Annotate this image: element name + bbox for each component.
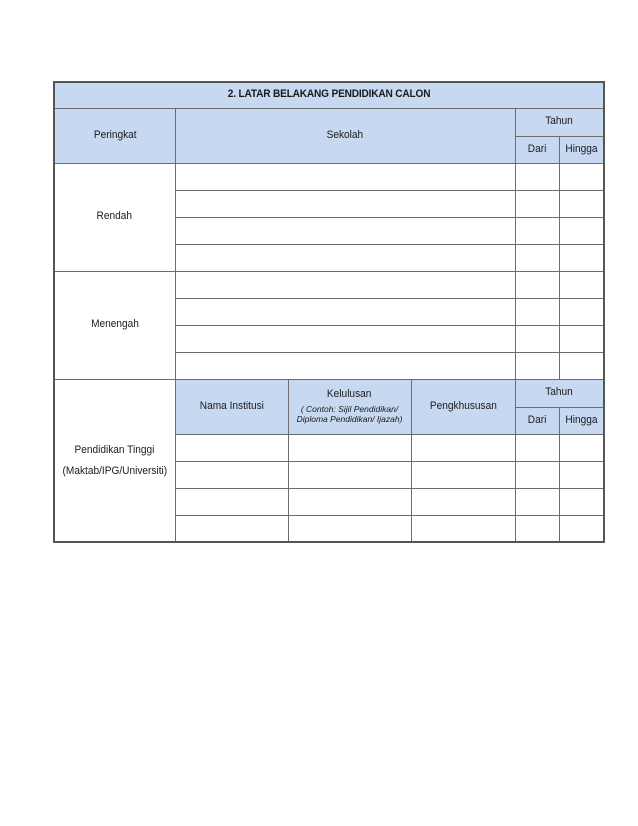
secondary-from-cell[interactable] bbox=[515, 325, 559, 352]
primary-to-cell[interactable] bbox=[559, 163, 604, 190]
section-title: 2. LATAR BELAKANG PENDIDIKAN CALON bbox=[54, 82, 604, 108]
tertiary-qualification-cell[interactable] bbox=[288, 461, 411, 488]
level-primary-label: Rendah bbox=[54, 163, 175, 271]
primary-from-cell[interactable] bbox=[515, 163, 559, 190]
header-school: Sekolah bbox=[175, 108, 515, 163]
tertiary-specialisation-cell[interactable] bbox=[411, 461, 515, 488]
header-year-to: Hingga bbox=[559, 136, 604, 163]
tertiary-from-cell[interactable] bbox=[515, 434, 559, 461]
tertiary-institution-cell[interactable] bbox=[175, 461, 288, 488]
secondary-school-cell[interactable] bbox=[175, 352, 515, 379]
tertiary-institution-cell[interactable] bbox=[175, 434, 288, 461]
tertiary-qualification-cell[interactable] bbox=[288, 434, 411, 461]
secondary-from-cell[interactable] bbox=[515, 352, 559, 379]
secondary-from-cell[interactable] bbox=[515, 271, 559, 298]
tertiary-qualification-cell[interactable] bbox=[288, 488, 411, 515]
tertiary-specialisation-cell[interactable] bbox=[411, 488, 515, 515]
tertiary-from-cell[interactable] bbox=[515, 515, 559, 542]
tertiary-from-cell[interactable] bbox=[515, 461, 559, 488]
level-tertiary-label: Pendidikan Tinggi (Maktab/IPG/Universiti) bbox=[54, 379, 175, 542]
secondary-to-cell[interactable] bbox=[559, 271, 604, 298]
level-secondary-label: Menengah bbox=[54, 271, 175, 379]
education-background-table bbox=[53, 81, 605, 543]
primary-to-cell[interactable] bbox=[559, 217, 604, 244]
secondary-school-cell[interactable] bbox=[175, 325, 515, 352]
tertiary-header-year-to: Hingga bbox=[559, 407, 604, 434]
header-year-from: Dari bbox=[515, 136, 559, 163]
tertiary-to-cell[interactable] bbox=[559, 515, 604, 542]
secondary-to-cell[interactable] bbox=[559, 298, 604, 325]
tertiary-specialisation-cell[interactable] bbox=[411, 434, 515, 461]
tertiary-specialisation-cell[interactable] bbox=[411, 515, 515, 542]
primary-school-cell[interactable] bbox=[175, 163, 515, 190]
primary-to-cell[interactable] bbox=[559, 190, 604, 217]
secondary-school-cell[interactable] bbox=[175, 271, 515, 298]
primary-school-cell[interactable] bbox=[175, 244, 515, 271]
tertiary-header-year-from: Dari bbox=[515, 407, 559, 434]
tertiary-header-qualification: Kelulusan ( Contoh: Sijil Pendidikan/ Diploma Pendidikan/ Ijazah) bbox=[288, 379, 411, 434]
tertiary-qualification-cell[interactable] bbox=[288, 515, 411, 542]
tertiary-header-year: Tahun bbox=[515, 379, 604, 407]
primary-from-cell[interactable] bbox=[515, 244, 559, 271]
tertiary-header-institution: Nama Institusi bbox=[175, 379, 288, 434]
header-level: Peringkat bbox=[54, 108, 175, 163]
tertiary-institution-cell[interactable] bbox=[175, 515, 288, 542]
tertiary-header-specialisation: Pengkhususan bbox=[411, 379, 515, 434]
primary-from-cell[interactable] bbox=[515, 217, 559, 244]
header-year: Tahun bbox=[515, 108, 604, 136]
tertiary-to-cell[interactable] bbox=[559, 461, 604, 488]
tertiary-to-cell[interactable] bbox=[559, 488, 604, 515]
secondary-school-cell[interactable] bbox=[175, 298, 515, 325]
primary-school-cell[interactable] bbox=[175, 217, 515, 244]
secondary-to-cell[interactable] bbox=[559, 352, 604, 379]
secondary-from-cell[interactable] bbox=[515, 298, 559, 325]
qualification-example-note: ( Contoh: Sijil Pendidikan/ Diploma Pendidikan/ Ijazah) bbox=[296, 403, 403, 425]
secondary-to-cell[interactable] bbox=[559, 325, 604, 352]
primary-from-cell[interactable] bbox=[515, 190, 559, 217]
tertiary-institution-cell[interactable] bbox=[175, 488, 288, 515]
primary-school-cell[interactable] bbox=[175, 190, 515, 217]
primary-to-cell[interactable] bbox=[559, 244, 604, 271]
tertiary-to-cell[interactable] bbox=[559, 434, 604, 461]
tertiary-from-cell[interactable] bbox=[515, 488, 559, 515]
